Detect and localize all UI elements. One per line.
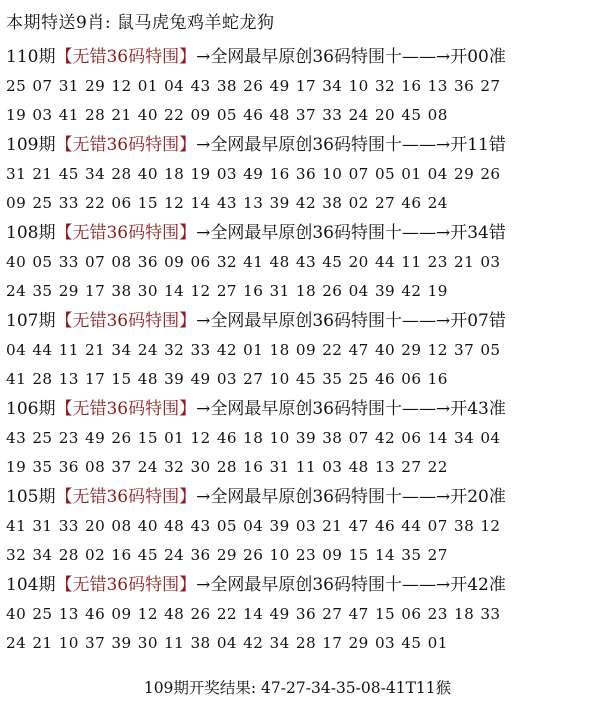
number-row: 41 28 13 17 15 48 39 49 03 27 10 45 35 25 46 06 16	[6, 370, 448, 388]
issue-title	[6, 306, 591, 336]
issue-tag: 【无错36码特围】	[55, 575, 197, 595]
draw-result-footer: 109期开奖结果: 47-27-34-35-08-41T11猴	[143, 679, 452, 697]
issue-result: 07错	[467, 311, 506, 331]
issue-block	[6, 306, 591, 394]
issue-tag: 【无错36码特围】	[55, 47, 197, 67]
number-row: 24 21 10 37 39 30 11 38 04 42 34 28 17 29 03 45 01	[6, 634, 448, 652]
issue-block	[6, 218, 591, 306]
number-row: 41 31 33 20 08 40 48 43 05 04 39 03 21 47 46 44 07 38 12	[6, 517, 501, 535]
issue-period: 104期	[6, 575, 56, 595]
number-row: 19 03 41 28 21 40 22 09 05 46 48 37 33 24 20 45 08	[6, 106, 448, 124]
issue-period: 107期	[6, 311, 56, 331]
issue-tail: →全网最早原创36码特围十——→开	[196, 47, 468, 67]
issue-result: 34错	[467, 223, 506, 243]
issue-title	[6, 394, 591, 424]
issue-block	[6, 130, 591, 218]
issue-result: 11错	[467, 135, 506, 155]
issue-title	[6, 570, 591, 600]
issue-tag: 【无错36码特围】	[55, 311, 197, 331]
issue-period: 109期	[6, 135, 56, 155]
issue-tail: →全网最早原创36码特围十——→开	[196, 575, 468, 595]
issue-tail: →全网最早原创36码特围十——→开	[196, 487, 468, 507]
number-row: 25 07 31 29 12 01 04 43 38 26 49 17 34 10 32 16 13 36 27	[6, 77, 501, 95]
issue-tag: 【无错36码特围】	[55, 399, 197, 419]
issue-block	[6, 42, 591, 130]
issue-title	[6, 482, 591, 512]
issue-result: 00准	[467, 47, 506, 67]
number-row: 31 21 45 34 28 40 18 19 03 49 16 36 10 07 05 01 04 29 26	[6, 165, 501, 183]
number-row: 40 25 13 46 09 12 48 26 22 14 49 36 27 47 15 06 23 18 33	[6, 605, 501, 623]
issue-block	[6, 394, 591, 482]
issue-period: 108期	[6, 223, 56, 243]
issue-title	[6, 130, 591, 160]
issue-result: 42准	[467, 575, 506, 595]
issue-title	[6, 42, 591, 72]
issue-tag: 【无错36码特围】	[55, 487, 197, 507]
issue-period: 110期	[6, 47, 56, 67]
issue-period: 105期	[6, 487, 56, 507]
issue-result: 20准	[467, 487, 506, 507]
number-row: 19 35 36 08 37 24 32 30 28 16 31 11 03 48 13 27 22	[6, 458, 448, 476]
issue-tail: →全网最早原创36码特围十——→开	[196, 135, 468, 155]
issue-block	[6, 570, 591, 658]
issue-tag: 【无错36码特围】	[55, 135, 197, 155]
number-row: 40 05 33 07 08 36 09 06 32 41 48 43 45 20 44 11 23 21 03	[6, 253, 501, 271]
number-row: 43 25 23 49 26 15 01 12 46 18 10 39 38 07 42 06 14 34 04	[6, 429, 501, 447]
issue-tag: 【无错36码特围】	[55, 223, 197, 243]
issue-result: 43准	[467, 399, 506, 419]
number-row: 09 25 33 22 06 15 12 14 43 13 39 42 38 02 27 46 24	[6, 194, 448, 212]
issue-block	[6, 482, 591, 570]
number-row: 24 35 29 17 38 30 14 12 27 16 31 18 26 04 39 42 19	[6, 282, 448, 300]
issue-tail: →全网最早原创36码特围十——→开	[196, 399, 468, 419]
number-row: 32 34 28 02 16 45 24 36 29 26 10 23 09 15 14 35 27	[6, 546, 448, 564]
header-zodiac-line: 本期特送9肖: 鼠马虎兔鸡羊蛇龙狗	[6, 13, 275, 33]
issue-period: 106期	[6, 399, 56, 419]
issue-title	[6, 218, 591, 248]
issue-tail: →全网最早原创36码特围十——→开	[196, 223, 468, 243]
number-row: 04 44 11 21 34 24 32 33 42 01 18 09 22 47 40 29 12 37 05	[6, 341, 501, 359]
issue-tail: →全网最早原创36码特围十——→开	[196, 311, 468, 331]
